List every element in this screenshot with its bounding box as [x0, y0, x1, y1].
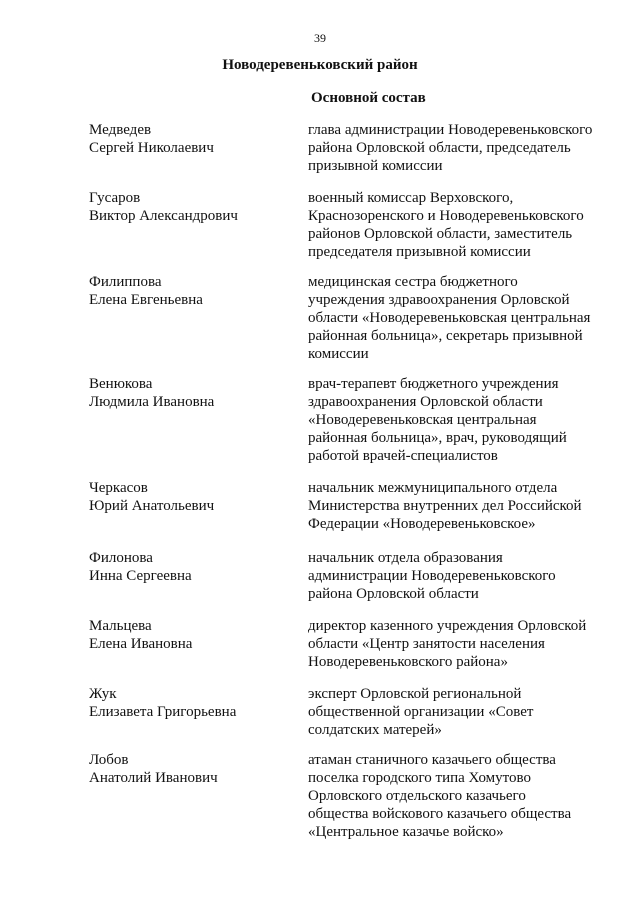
member-role-line: области «Центр занятости населения: [308, 636, 545, 652]
member-role-line: военный комиссар Верховского,: [308, 190, 514, 206]
member-role-line: директор казенного учреждения Орловской: [308, 618, 587, 634]
member-role-line: Министерства внутренних дел Российской: [308, 498, 582, 514]
member-role-line: «Центральное казачье войско»: [308, 824, 504, 840]
member-name: [89, 189, 289, 225]
member-given-names: Анатолий Иванович: [89, 770, 218, 786]
member-role-line: работой врачей-специалистов: [308, 448, 498, 464]
member-surname: Жук: [89, 686, 117, 702]
member-name: [89, 549, 289, 585]
member-role-line: глава администрации Новодеревеньковского: [308, 122, 593, 138]
member-role: [308, 751, 608, 841]
member-name: [89, 375, 289, 411]
member-name: [89, 121, 289, 157]
district-title: Новодеревеньковский район: [222, 57, 418, 73]
member-role-line: Федерации «Новодеревеньковское»: [308, 516, 536, 532]
member-role: [308, 189, 608, 261]
member-role: [308, 549, 608, 603]
member-role-line: Краснозоренского и Новодеревеньковского: [308, 208, 584, 224]
member-given-names: Инна Сергеевна: [89, 568, 192, 584]
member-role-line: председателя призывной комиссии: [308, 244, 531, 260]
member-name: [89, 617, 289, 653]
member-role-line: начальник отдела образования: [308, 550, 503, 566]
member-role-line: общества войскового казачьего общества: [308, 806, 572, 822]
member-given-names: Сергей Николаевич: [89, 140, 214, 156]
member-role-line: района Орловской области, председатель: [308, 140, 571, 156]
member-surname: Филонова: [89, 550, 153, 566]
member-role-line: области «Новодеревеньковская центральная: [308, 310, 591, 326]
member-surname: Мальцева: [89, 618, 152, 634]
member-role-line: поселка городского типа Хомутово: [308, 770, 531, 786]
member-role-line: здравоохранения Орловской области: [308, 394, 543, 410]
member-surname: Черкасов: [89, 480, 148, 496]
member-role-line: учреждения здравоохранения Орловской: [308, 292, 570, 308]
member-role: [308, 685, 608, 739]
member-role-line: медицинская сестра бюджетного: [308, 274, 518, 290]
member-role-line: Орловского отдельского казачьего: [308, 788, 526, 804]
member-role: [308, 121, 608, 175]
member-role: [308, 375, 608, 465]
member-role-line: врач-терапевт бюджетного учреждения: [308, 376, 559, 392]
member-name: [89, 685, 289, 721]
member-role-line: эксперт Орловской региональной: [308, 686, 522, 702]
member-given-names: Виктор Александрович: [89, 208, 238, 224]
member-role-line: администрации Новодеревеньковского: [308, 568, 556, 584]
member-given-names: Елизавета Григорьевна: [89, 704, 237, 720]
member-given-names: Елена Ивановна: [89, 636, 193, 652]
member-role-line: районная больница», секретарь призывной: [308, 328, 583, 344]
member-role: [308, 273, 608, 363]
section-title: Основной состав: [311, 90, 426, 106]
page-number: 39: [314, 31, 326, 45]
member-name: [89, 479, 289, 515]
member-given-names: Людмила Ивановна: [89, 394, 215, 410]
member-role-line: Новодеревеньковского района»: [308, 654, 508, 670]
member-role: [308, 617, 608, 671]
member-surname: Гусаров: [89, 190, 141, 206]
member-name: [89, 273, 289, 309]
member-role-line: «Новодеревеньковская центральная: [308, 412, 537, 428]
member-name: [89, 751, 289, 787]
member-role-line: района Орловской области: [308, 586, 479, 602]
member-surname: Лобов: [89, 752, 129, 768]
member-role-line: атаман станичного казачьего общества: [308, 752, 556, 768]
member-role-line: комиссии: [308, 346, 369, 362]
member-given-names: Юрий Анатольевич: [89, 498, 215, 514]
member-surname: Филиппова: [89, 274, 162, 290]
member-role-line: районная больница», врач, руководящий: [308, 430, 567, 446]
member-given-names: Елена Евгеньевна: [89, 292, 203, 308]
member-role-line: районов Орловской области, заместитель: [308, 226, 573, 242]
member-surname: Венюкова: [89, 376, 153, 392]
member-role-line: начальник межмуниципального отдела: [308, 480, 558, 496]
member-role-line: общественной организации «Совет: [308, 704, 534, 720]
member-role-line: солдатских матерей»: [308, 722, 442, 738]
member-role-line: призывной комиссии: [308, 158, 443, 174]
member-surname: Медведев: [89, 122, 152, 138]
member-role: [308, 479, 608, 533]
